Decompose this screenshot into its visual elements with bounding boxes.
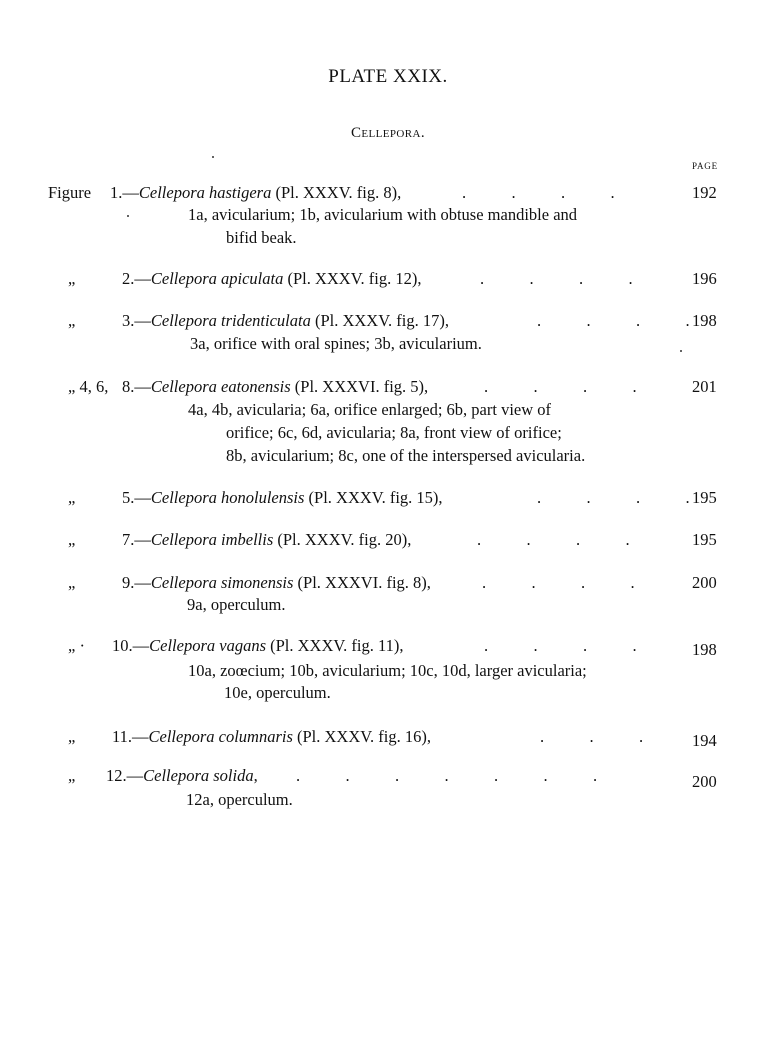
entry-title: 5.—Cellepora honolulensis (Pl. XXXV. fig. 15), — [122, 488, 443, 507]
leader-dots: . . . . — [477, 530, 630, 549]
entry-title: 8.—Cellepora eatonensis (Pl. XXXVI. fig. 5), — [122, 377, 429, 396]
section-title: Cellepora. — [351, 125, 425, 141]
leader-dots: . . . . . . . — [296, 766, 598, 785]
entry-title: 7.—Cellepora imbellis (Pl. XXXV. fig. 20), — [122, 530, 412, 549]
figure-label: „ — [68, 311, 76, 330]
page-number: 198 — [692, 640, 717, 659]
entry-description: 1a, avicularium; 1b, avicularium with obtuse mandible and — [188, 205, 578, 224]
page-number: 192 — [692, 183, 717, 202]
entry-title: 11.—Cellepora columnaris (Pl. XXXV. fig. 16), — [112, 727, 432, 746]
entry-description: 10a, zoœcium; 10b, avicularium; 10c, 10d, larger avicularia; — [188, 661, 587, 680]
figure-label: „ · — [68, 636, 85, 655]
entry-description: orifice; 6c, 6d, avicularia; 8a, front view of orifice; — [226, 423, 562, 442]
figure-label: „ — [68, 530, 76, 549]
page-number: 195 — [692, 530, 717, 549]
entry-title: 10.—Cellepora vagans (Pl. XXXV. fig. 11), — [112, 636, 404, 655]
page-number: 200 — [692, 772, 717, 791]
page-number: 201 — [692, 377, 717, 396]
entry-description: 10e, operculum. — [224, 683, 331, 702]
leader-dots: . . . . — [537, 488, 690, 507]
entry-description: 12a, operculum. — [186, 790, 293, 809]
entry-title: 9.—Cellepora simonensis (Pl. XXXVI. fig. 8), — [122, 573, 431, 592]
stray-mark — [680, 350, 682, 352]
leader-dots: . . . . — [462, 183, 615, 202]
page-number: 198 — [692, 311, 717, 330]
leader-dots: . . . . — [484, 377, 637, 396]
leader-dots: . . . . — [484, 636, 637, 655]
figure-label: „ — [68, 727, 76, 746]
page-number: 200 — [692, 573, 717, 592]
entry-description: 3a, orifice with oral spines; 3b, avicularium. — [190, 334, 482, 353]
page-column-header: PAGE — [692, 161, 718, 171]
figure-label: „ — [68, 488, 76, 507]
figure-label: „ — [68, 269, 76, 288]
entry-title: 3.—Cellepora tridenticulata (Pl. XXXV. fig. 17), — [122, 311, 449, 330]
leader-dots: . . . . — [480, 269, 633, 288]
plate-title: PLATE XXIX. — [328, 66, 448, 87]
entry-description: 4a, 4b, avicularia; 6a, orifice enlarged; 6b, part view of — [188, 400, 552, 419]
entry-title: 1.—Cellepora hastigera (Pl. XXXV. fig. 8), — [110, 183, 402, 202]
entry-description: bifid beak. — [226, 228, 297, 247]
stray-mark — [127, 215, 129, 217]
entry-title: 2.—Cellepora apiculata (Pl. XXXV. fig. 12), — [122, 269, 422, 288]
page-number: 194 — [692, 731, 717, 750]
figure-label: „ — [68, 573, 76, 592]
leader-dots: . . . — [540, 727, 644, 746]
entry-description: 8b, avicularium; 8c, one of the interspersed avicularia. — [226, 446, 586, 465]
page-number: 195 — [692, 488, 717, 507]
figure-label: „ — [68, 766, 76, 785]
page-number: 196 — [692, 269, 717, 288]
figure-label: Figure — [48, 183, 92, 202]
entry-description: 9a, operculum. — [187, 595, 286, 614]
entry-title: 12.—Cellepora solida, — [106, 766, 258, 785]
stray-mark — [212, 156, 214, 158]
leader-dots: . . . . — [482, 573, 635, 592]
leader-dots: . . . . — [537, 311, 690, 330]
figure-label: „ 4, 6, — [68, 377, 109, 396]
